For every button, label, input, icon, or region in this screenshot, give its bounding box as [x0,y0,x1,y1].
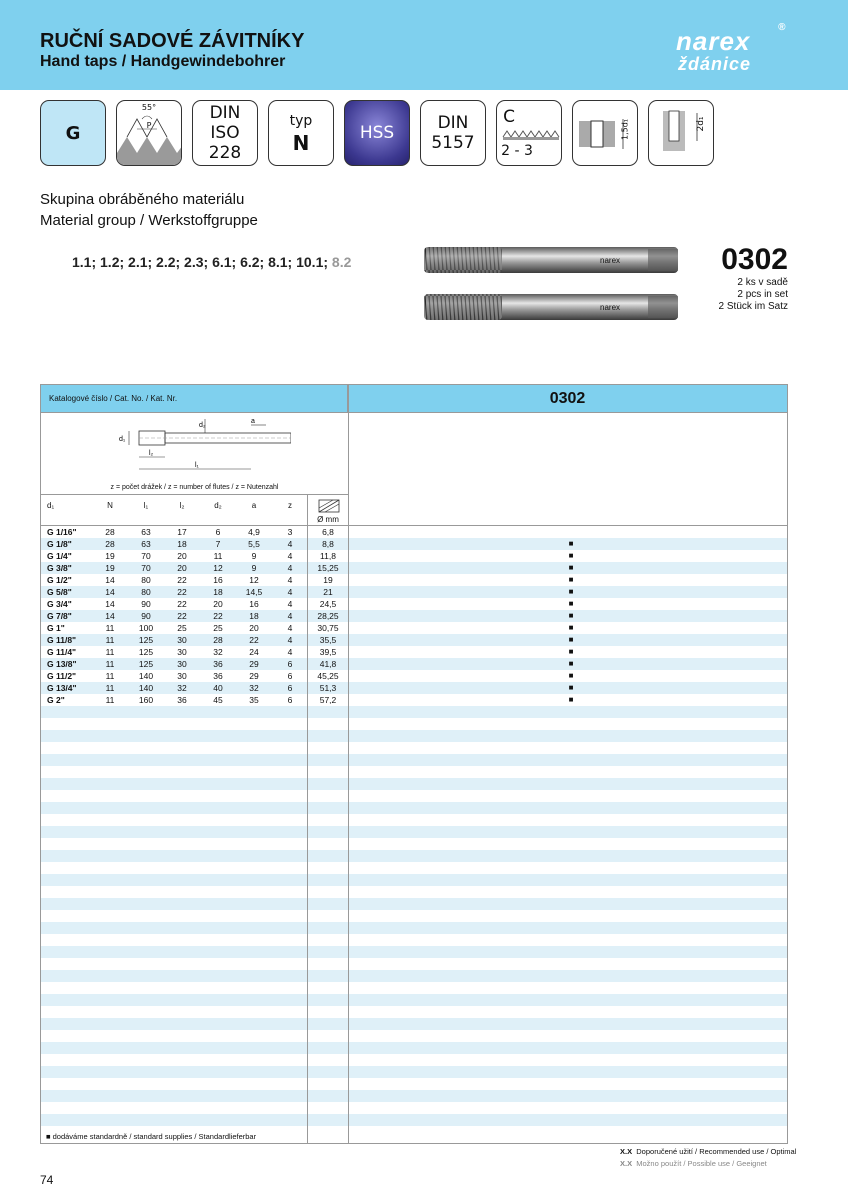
column-header-l2: l₂ [179,501,185,510]
empty-row [41,706,787,718]
cell-d2: 45 [213,695,223,705]
cell-N: 11 [105,683,115,693]
cell-d1: G 1/4" [47,551,72,561]
cell-d1: G 13/8" [47,659,77,669]
cell-d1: G 1" [47,623,65,633]
empty-row [41,862,787,874]
standard-legend [46,1132,256,1141]
availability-mark: ■ [568,671,574,680]
optimal-legend [620,1147,796,1156]
din-label: DIN [209,103,241,123]
cell-a: 16 [249,599,259,609]
col-divider-2 [348,385,349,1143]
cell-z: 4 [287,623,293,633]
cell-l2: 30 [177,671,187,681]
empty-row [41,922,787,934]
cell-d2: 16 [213,575,223,585]
material-groups-possible: 8.2 [331,254,352,270]
cell-dia: 21 [323,587,333,597]
table-row [41,622,787,634]
material-group-list [72,254,351,270]
bore-depth-label: 1,5d₁ [620,119,630,141]
cell-N: 28 [105,539,115,549]
cell-l1: 125 [138,659,154,669]
material-group-cz: Skupina obráběného materiálu [40,191,245,208]
registered-mark: ® [778,22,786,33]
availability-mark: ■ [568,623,574,632]
material-group-heading [40,189,258,231]
table-header-code: 0302 [348,385,787,413]
cell-dia: 30,75 [317,623,339,633]
cell-dia: 35,5 [319,635,337,645]
cell-z: 3 [287,527,293,537]
diagram-d2: d₂ [199,422,206,429]
cell-dia: 8,8 [322,539,334,549]
cell-N: 14 [105,575,115,585]
cell-N: 28 [105,527,115,537]
cell-N: 14 [105,611,115,621]
cell-d1: G 7/8" [47,611,72,621]
table-row [41,598,787,610]
cell-l1: 63 [141,527,151,537]
cell-d1: G 3/4" [47,599,72,609]
cell-dia: 39,5 [319,647,337,657]
cell-d1: G 5/8" [47,587,72,597]
cell-d2: 6 [215,527,221,537]
tap-2 [424,294,678,320]
din-b-label: 5157 [431,133,475,153]
cell-z: 4 [287,611,293,621]
empty-row [41,898,787,910]
cell-z: 4 [287,635,293,645]
cell-l1: 63 [141,539,151,549]
cell-d2: 36 [213,671,223,681]
empty-row [41,802,787,814]
cell-l1: 140 [138,671,154,681]
cell-l1: 70 [141,563,151,573]
possible-text: Možno použít / Possible use / Geeignet [636,1159,767,1168]
cell-l2: 30 [177,647,187,657]
empty-row [41,838,787,850]
empty-row [41,742,787,754]
cell-dia: 51,3 [319,683,337,693]
empty-row [41,850,787,862]
pcs-en: 2 pcs in set [737,289,788,300]
logo-bottom: ždánice [678,54,752,74]
cell-N: 19 [105,551,115,561]
empty-row [41,970,787,982]
table-header-left: Katalogové číslo / Cat. No. / Kat. Nr. [41,385,348,413]
cell-a: 24 [249,647,259,657]
empty-row [41,982,787,994]
cell-a: 35 [249,695,259,705]
empty-row [41,1114,787,1126]
empty-row [41,994,787,1006]
empty-row [41,946,787,958]
material-label: HSS [359,123,395,143]
tap-dimension-diagram [91,417,291,483]
hss-material-icon [344,100,410,166]
cell-dia: 41,8 [319,659,337,669]
table-row [41,682,787,694]
availability-mark: ■ [568,539,574,548]
tap-1-brand: narex [600,256,621,265]
cell-l2: 22 [177,587,187,597]
cell-dia: 6,8 [322,527,334,537]
cell-l2: 32 [177,683,187,693]
standard-mark: ■ [46,1132,51,1141]
iso-label: ISO [210,123,240,143]
logo-top: narex [676,26,751,56]
cell-N: 11 [105,623,115,633]
cell-a: 18 [249,611,259,621]
cell-dia: 57,2 [319,695,337,705]
cell-d2: 12 [213,563,223,573]
standard-text: dodáváme standardně / standard supplies / Standardlieferbar [52,1132,257,1141]
column-header-l1: l₁ [143,501,149,510]
cell-dia: 11,8 [320,551,336,561]
empty-row [41,1030,787,1042]
tap-2-brand: narex [600,303,621,312]
cell-d1: G 1/2" [47,575,72,585]
cell-d1: G 1/8" [47,539,72,549]
page-number: 74 [40,1173,54,1187]
cell-a: 32 [249,683,259,693]
cell-d2: 40 [213,683,223,693]
tap-1 [424,247,678,273]
cell-a: 12 [249,575,259,585]
cell-z: 4 [287,587,293,597]
cell-N: 11 [105,635,115,645]
possible-legend [620,1159,767,1168]
empty-row [41,1090,787,1102]
availability-mark: ■ [568,695,574,704]
availability-mark: ■ [568,683,574,692]
column-header-row [41,495,348,525]
cell-dia: 15,25 [317,563,339,573]
cell-a: 9 [251,563,257,573]
empty-row [41,1018,787,1030]
din-5157-icon [420,100,486,166]
table-row [41,574,787,586]
cell-l2: 30 [177,659,187,669]
table-row [41,694,787,706]
pcs-de: 2 Stück im Satz [718,301,788,312]
table-row [41,526,787,538]
table-row [41,658,787,670]
cell-l2: 20 [177,551,187,561]
cell-l1: 80 [141,575,151,585]
col-divider-1 [307,495,308,1143]
cell-dia: 45,25 [317,671,339,681]
cell-N: 19 [105,563,115,573]
cell-N: 11 [105,671,115,681]
cell-d2: 7 [215,539,221,549]
thread-type-icon [40,100,106,166]
empty-row [41,1078,787,1090]
column-header-z: z [288,501,292,510]
narex-logo [676,22,786,76]
cell-N: 11 [105,659,115,669]
cell-N: 11 [105,695,115,705]
availability-mark: ■ [568,611,574,620]
thread-type-label: G [65,123,81,144]
table-row [41,562,787,574]
material-group-en-de: Material group / Werkstoffgruppe [40,212,258,229]
table-row [41,586,787,598]
cell-z: 6 [287,683,293,693]
cell-d2: 32 [213,647,223,657]
cell-N: 11 [105,647,115,657]
cell-l1: 70 [141,551,151,561]
cell-a: 20 [249,623,259,633]
availability-mark: ■ [568,587,574,596]
cell-d2: 18 [213,587,223,597]
cell-a: 9 [251,551,257,561]
cell-d2: 22 [213,611,223,621]
thread-pitch-label: P [146,121,152,130]
availability-mark: ■ [568,563,574,572]
cell-a: 14,5 [245,587,263,597]
flutes-note: z = počet drážek / z = number of flutes / z = Nutenzahl [110,484,279,491]
cell-l1: 160 [138,695,154,705]
cell-a: 22 [249,635,259,645]
cell-d1: G 11/2" [47,671,77,681]
drill-diameter-icon [317,499,341,513]
cell-l1: 125 [138,647,154,657]
table-row [41,550,787,562]
availability-mark: ■ [568,599,574,608]
empty-row [41,814,787,826]
chamfer-label: C [503,107,515,127]
material-groups-optimal: 1.1; 1.2; 2.1; 2.2; 2.3; 6.1; 6.2; 8.1; 10.1; [72,254,329,270]
cell-l1: 80 [141,587,151,597]
cell-l2: 25 [177,623,187,633]
diagram-l2: l₂ [149,450,154,457]
page-subtitle: Hand taps / Handgewindebohrer [40,53,286,70]
product-code: 0302 [721,243,788,276]
cell-a: 5,5 [248,539,260,549]
chamfer-form-icon [496,100,562,166]
empty-row [41,1042,787,1054]
cell-d1: G 11/4" [47,647,77,657]
availability-mark: ■ [568,551,574,560]
typ-label: typ [289,113,313,129]
cell-d1: G 3/8" [47,563,72,573]
standard-number-label: 228 [208,143,242,163]
pcs-cz: 2 ks v sadě [737,277,788,288]
cell-a: 29 [249,659,259,669]
possible-mark: X.X [620,1159,633,1168]
page-title: RUČNÍ SADOVÉ ZÁVITNÍKY [40,30,305,52]
diagram-l1: l₁ [195,462,199,469]
cell-z: 4 [287,575,293,585]
empty-row [41,886,787,898]
diagram-a: a [251,418,255,425]
din-iso-228-icon [192,100,258,166]
cell-d2: 28 [213,635,223,645]
availability-mark: ■ [568,659,574,668]
chamfer-value: 2 - 3 [501,143,533,159]
cell-z: 4 [287,551,293,561]
column-header-d1: d₁ [47,501,55,510]
empty-row [41,958,787,970]
cell-l2: 30 [177,635,187,645]
table-row [41,670,787,682]
empty-row [41,874,787,886]
cell-dia: 24,5 [319,599,337,609]
cell-l2: 22 [177,599,187,609]
empty-row [41,826,787,838]
cell-d1: G 2" [47,695,65,705]
empty-row [41,790,787,802]
empty-row [41,910,787,922]
cell-N: 14 [105,587,115,597]
cell-l2: 20 [177,563,187,573]
cell-l1: 140 [138,683,154,693]
cell-d2: 20 [213,599,223,609]
cell-a: 29 [249,671,259,681]
tap-set-image [420,244,682,324]
thread-profile-icon [116,100,182,166]
empty-row [41,754,787,766]
cell-z: 4 [287,647,293,657]
cell-d1: G 11/8" [47,635,77,645]
empty-row [41,766,787,778]
thread-angle-label: 55° [141,103,157,112]
cell-l1: 100 [138,623,154,633]
empty-row [41,1006,787,1018]
column-header-N: N [107,501,113,510]
availability-mark: ■ [568,635,574,644]
cell-d2: 11 [213,551,223,561]
cell-l1: 90 [141,599,151,609]
empty-row [41,1054,787,1066]
cell-z: 6 [287,659,293,669]
cell-z: 6 [287,695,293,705]
empty-row [41,718,787,730]
cell-dia: 28,25 [317,611,339,621]
cell-l1: 90 [141,611,151,621]
table-row [41,538,787,550]
table-row [41,610,787,622]
table-row [41,646,787,658]
cell-l2: 18 [177,539,187,549]
din-a-label: DIN [437,113,469,133]
cell-l2: 36 [177,695,187,705]
cell-z: 4 [287,539,293,549]
optimal-text: Doporučené užití / Recommended use / Optimal [636,1147,797,1156]
cell-a: 4,9 [248,527,260,537]
cell-l2: 22 [177,575,187,585]
diagram-d1: d₁ [119,436,126,443]
header-band [0,0,848,90]
cell-N: 14 [105,599,115,609]
cell-d2: 36 [213,659,223,669]
spec-table [40,384,788,1144]
availability-mark: ■ [568,575,574,584]
blind-hole-icon [648,100,714,166]
empty-row [41,730,787,742]
typ-value: N [292,131,310,155]
cell-z: 6 [287,671,293,681]
cell-dia: 19 [323,575,333,585]
column-header-a: a [251,501,257,510]
cell-d1: G 13/4" [47,683,77,693]
empty-row [41,1066,787,1078]
cell-l2: 17 [177,527,187,537]
cell-l2: 22 [177,611,187,621]
through-hole-icon [572,100,638,166]
cell-l1: 125 [138,635,154,645]
cell-d2: 25 [213,623,223,633]
table-row [41,634,787,646]
optimal-mark: X.X [620,1147,633,1156]
empty-row [41,778,787,790]
availability-mark: ■ [568,647,574,656]
column-header-d2: d₂ [214,501,222,510]
cell-z: 4 [287,563,293,573]
cell-d1: G 1/16" [47,527,77,537]
column-header-dia: Ø mm [317,515,339,524]
cell-z: 4 [287,599,293,609]
empty-row [41,1102,787,1114]
empty-row [41,934,787,946]
thread-depth-label: 2d₁ [696,116,706,132]
tap-type-icon [268,100,334,166]
